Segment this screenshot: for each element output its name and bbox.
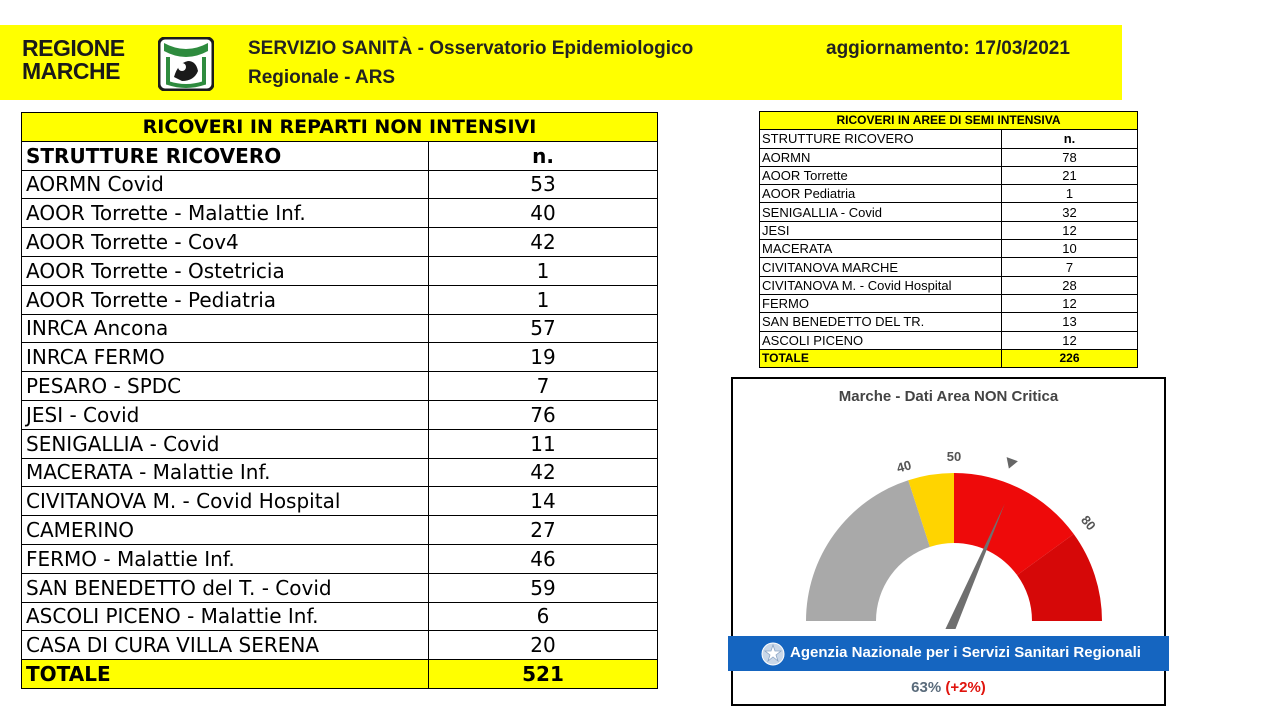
total-value: 521 xyxy=(429,660,658,689)
structure-count: 12 xyxy=(1002,294,1138,312)
total-value: 226 xyxy=(1002,349,1138,367)
table-row xyxy=(760,240,1138,258)
table-row xyxy=(760,185,1138,203)
table-title-row xyxy=(22,113,658,142)
non-intensive-table xyxy=(21,112,658,689)
table-header-row xyxy=(22,141,658,170)
gauge-delta: (+2%) xyxy=(945,679,986,696)
structure-count: 11 xyxy=(429,429,658,458)
table-row xyxy=(760,148,1138,166)
gauge-chart xyxy=(733,419,1164,629)
column-header-count: n. xyxy=(1002,130,1138,148)
structure-count: 21 xyxy=(1002,166,1138,184)
table-row xyxy=(22,602,658,631)
structure-count: 32 xyxy=(1002,203,1138,221)
structure-count: 76 xyxy=(429,400,658,429)
gauge-label-80: 80 xyxy=(1078,512,1099,534)
structure-count: 40 xyxy=(429,199,658,228)
structure-name: MACERATA - Malattie Inf. xyxy=(22,458,429,487)
structure-count: 57 xyxy=(429,314,658,343)
table-row xyxy=(760,166,1138,184)
total-label: TOTALE xyxy=(22,660,429,689)
table-title: RICOVERI IN AREE DI SEMI INTENSIVA xyxy=(760,112,1138,130)
table-row xyxy=(22,631,658,660)
page-header xyxy=(0,25,1122,100)
structure-name: INRCA Ancona xyxy=(22,314,429,343)
header-title xyxy=(248,34,693,92)
structure-count: 10 xyxy=(1002,240,1138,258)
structure-name: AOOR Pediatria xyxy=(760,185,1002,203)
table-row xyxy=(22,170,658,199)
column-header-count: n. xyxy=(429,141,658,170)
gauge-panel xyxy=(731,377,1166,706)
semi-intensive-table xyxy=(759,111,1138,368)
structure-count: 7 xyxy=(1002,258,1138,276)
structure-name: CASA DI CURA VILLA SERENA xyxy=(22,631,429,660)
structure-name: AORMN Covid xyxy=(22,170,429,199)
structure-count: 1 xyxy=(429,285,658,314)
gauge-title: Marche - Dati Area NON Critica xyxy=(838,388,1059,405)
logo-text xyxy=(22,37,125,83)
previous-value-marker xyxy=(1007,457,1018,468)
structure-count: 78 xyxy=(1002,148,1138,166)
table-header-row xyxy=(760,130,1138,148)
structure-count: 53 xyxy=(429,170,658,199)
structure-name: MACERATA xyxy=(760,240,1002,258)
structure-name: FERMO xyxy=(760,294,1002,312)
table-row xyxy=(22,429,658,458)
italy-emblem-icon xyxy=(761,642,785,666)
table-title-row xyxy=(760,112,1138,130)
table-row xyxy=(22,544,658,573)
table-row xyxy=(760,294,1138,312)
structure-name: SENIGALLIA - Covid xyxy=(22,429,429,458)
structure-count: 1 xyxy=(429,256,658,285)
structure-name: CIVITANOVA MARCHE xyxy=(760,258,1002,276)
structure-count: 12 xyxy=(1002,331,1138,349)
table-row xyxy=(760,276,1138,294)
structure-count: 59 xyxy=(429,573,658,602)
structure-count: 20 xyxy=(429,631,658,660)
gauge-value-readout xyxy=(733,679,1164,696)
logo-line-1: REGIONE xyxy=(22,35,125,61)
gauge-label-50: 50 xyxy=(946,449,962,464)
total-row xyxy=(760,349,1138,367)
structure-name: PESARO - SPDC xyxy=(22,372,429,401)
logo-line-2: MARCHE xyxy=(22,58,120,84)
structure-name: SAN BENEDETTO del T. - Covid xyxy=(22,573,429,602)
structure-name: ASCOLI PICENO xyxy=(760,331,1002,349)
structure-count: 42 xyxy=(429,458,658,487)
structure-name: AOOR Torrette - Malattie Inf. xyxy=(22,199,429,228)
gauge-label-40: 40 xyxy=(895,457,913,476)
update-date: aggiornamento: 17/03/2021 xyxy=(826,38,1070,59)
regione-emblem-icon xyxy=(158,37,214,91)
table-row xyxy=(22,372,658,401)
structure-name: SENIGALLIA - Covid xyxy=(760,203,1002,221)
table-row xyxy=(22,343,658,372)
structure-name: AOOR Torrette - Pediatria xyxy=(22,285,429,314)
table-row xyxy=(22,487,658,516)
header-title-line-1: SERVIZIO SANITÀ - Osservatorio Epidemiologico xyxy=(248,38,694,59)
structure-count: 46 xyxy=(429,544,658,573)
structure-count: 14 xyxy=(429,487,658,516)
structure-name: AOOR Torrette xyxy=(760,166,1002,184)
structure-name: CAMERINO xyxy=(22,516,429,545)
structure-name: AOOR Torrette - Cov4 xyxy=(22,228,429,257)
structure-count: 28 xyxy=(1002,276,1138,294)
table-row xyxy=(22,285,658,314)
structure-name: AORMN xyxy=(760,148,1002,166)
gauge-percent: 63% xyxy=(911,679,942,696)
structure-name: CIVITANOVA M. - Covid Hospital xyxy=(760,276,1002,294)
structure-name: SAN BENEDETTO DEL TR. xyxy=(760,313,1002,331)
table-row xyxy=(22,400,658,429)
structure-count: 27 xyxy=(429,516,658,545)
table-title: RICOVERI IN REPARTI NON INTENSIVI xyxy=(22,113,658,142)
total-row xyxy=(22,660,658,689)
structure-name: FERMO - Malattie Inf. xyxy=(22,544,429,573)
structure-count: 12 xyxy=(1002,221,1138,239)
structure-count: 42 xyxy=(429,228,658,257)
structure-name: CIVITANOVA M. - Covid Hospital xyxy=(22,487,429,516)
table-row xyxy=(760,221,1138,239)
table-row xyxy=(760,313,1138,331)
structure-count: 13 xyxy=(1002,313,1138,331)
total-label: TOTALE xyxy=(760,349,1002,367)
structure-name: INRCA FERMO xyxy=(22,343,429,372)
structure-count: 6 xyxy=(429,602,658,631)
structure-count: 7 xyxy=(429,372,658,401)
table-row xyxy=(760,203,1138,221)
structure-name: JESI xyxy=(760,221,1002,239)
column-header-structures: STRUTTURE RICOVERO xyxy=(760,130,1002,148)
structure-name: JESI - Covid xyxy=(22,400,429,429)
table-row xyxy=(22,573,658,602)
agency-name: Agenzia Nazionale per i Servizi Sanitari Regionali xyxy=(790,644,1141,661)
structure-count: 19 xyxy=(429,343,658,372)
header-title-line-2: Regionale - ARS xyxy=(248,67,396,88)
table-row xyxy=(22,458,658,487)
gauge-segment-gray xyxy=(806,480,930,621)
agency-banner xyxy=(728,636,1169,671)
table-row xyxy=(760,331,1138,349)
table-row xyxy=(22,314,658,343)
structure-count: 1 xyxy=(1002,185,1138,203)
table-row xyxy=(22,516,658,545)
column-header-structures: STRUTTURE RICOVERO xyxy=(22,141,429,170)
table-row xyxy=(22,256,658,285)
table-row xyxy=(760,258,1138,276)
structure-name: AOOR Torrette - Ostetricia xyxy=(22,256,429,285)
regione-marche-logo xyxy=(22,37,217,89)
table-row xyxy=(22,199,658,228)
table-row xyxy=(22,228,658,257)
structure-name: ASCOLI PICENO - Malattie Inf. xyxy=(22,602,429,631)
